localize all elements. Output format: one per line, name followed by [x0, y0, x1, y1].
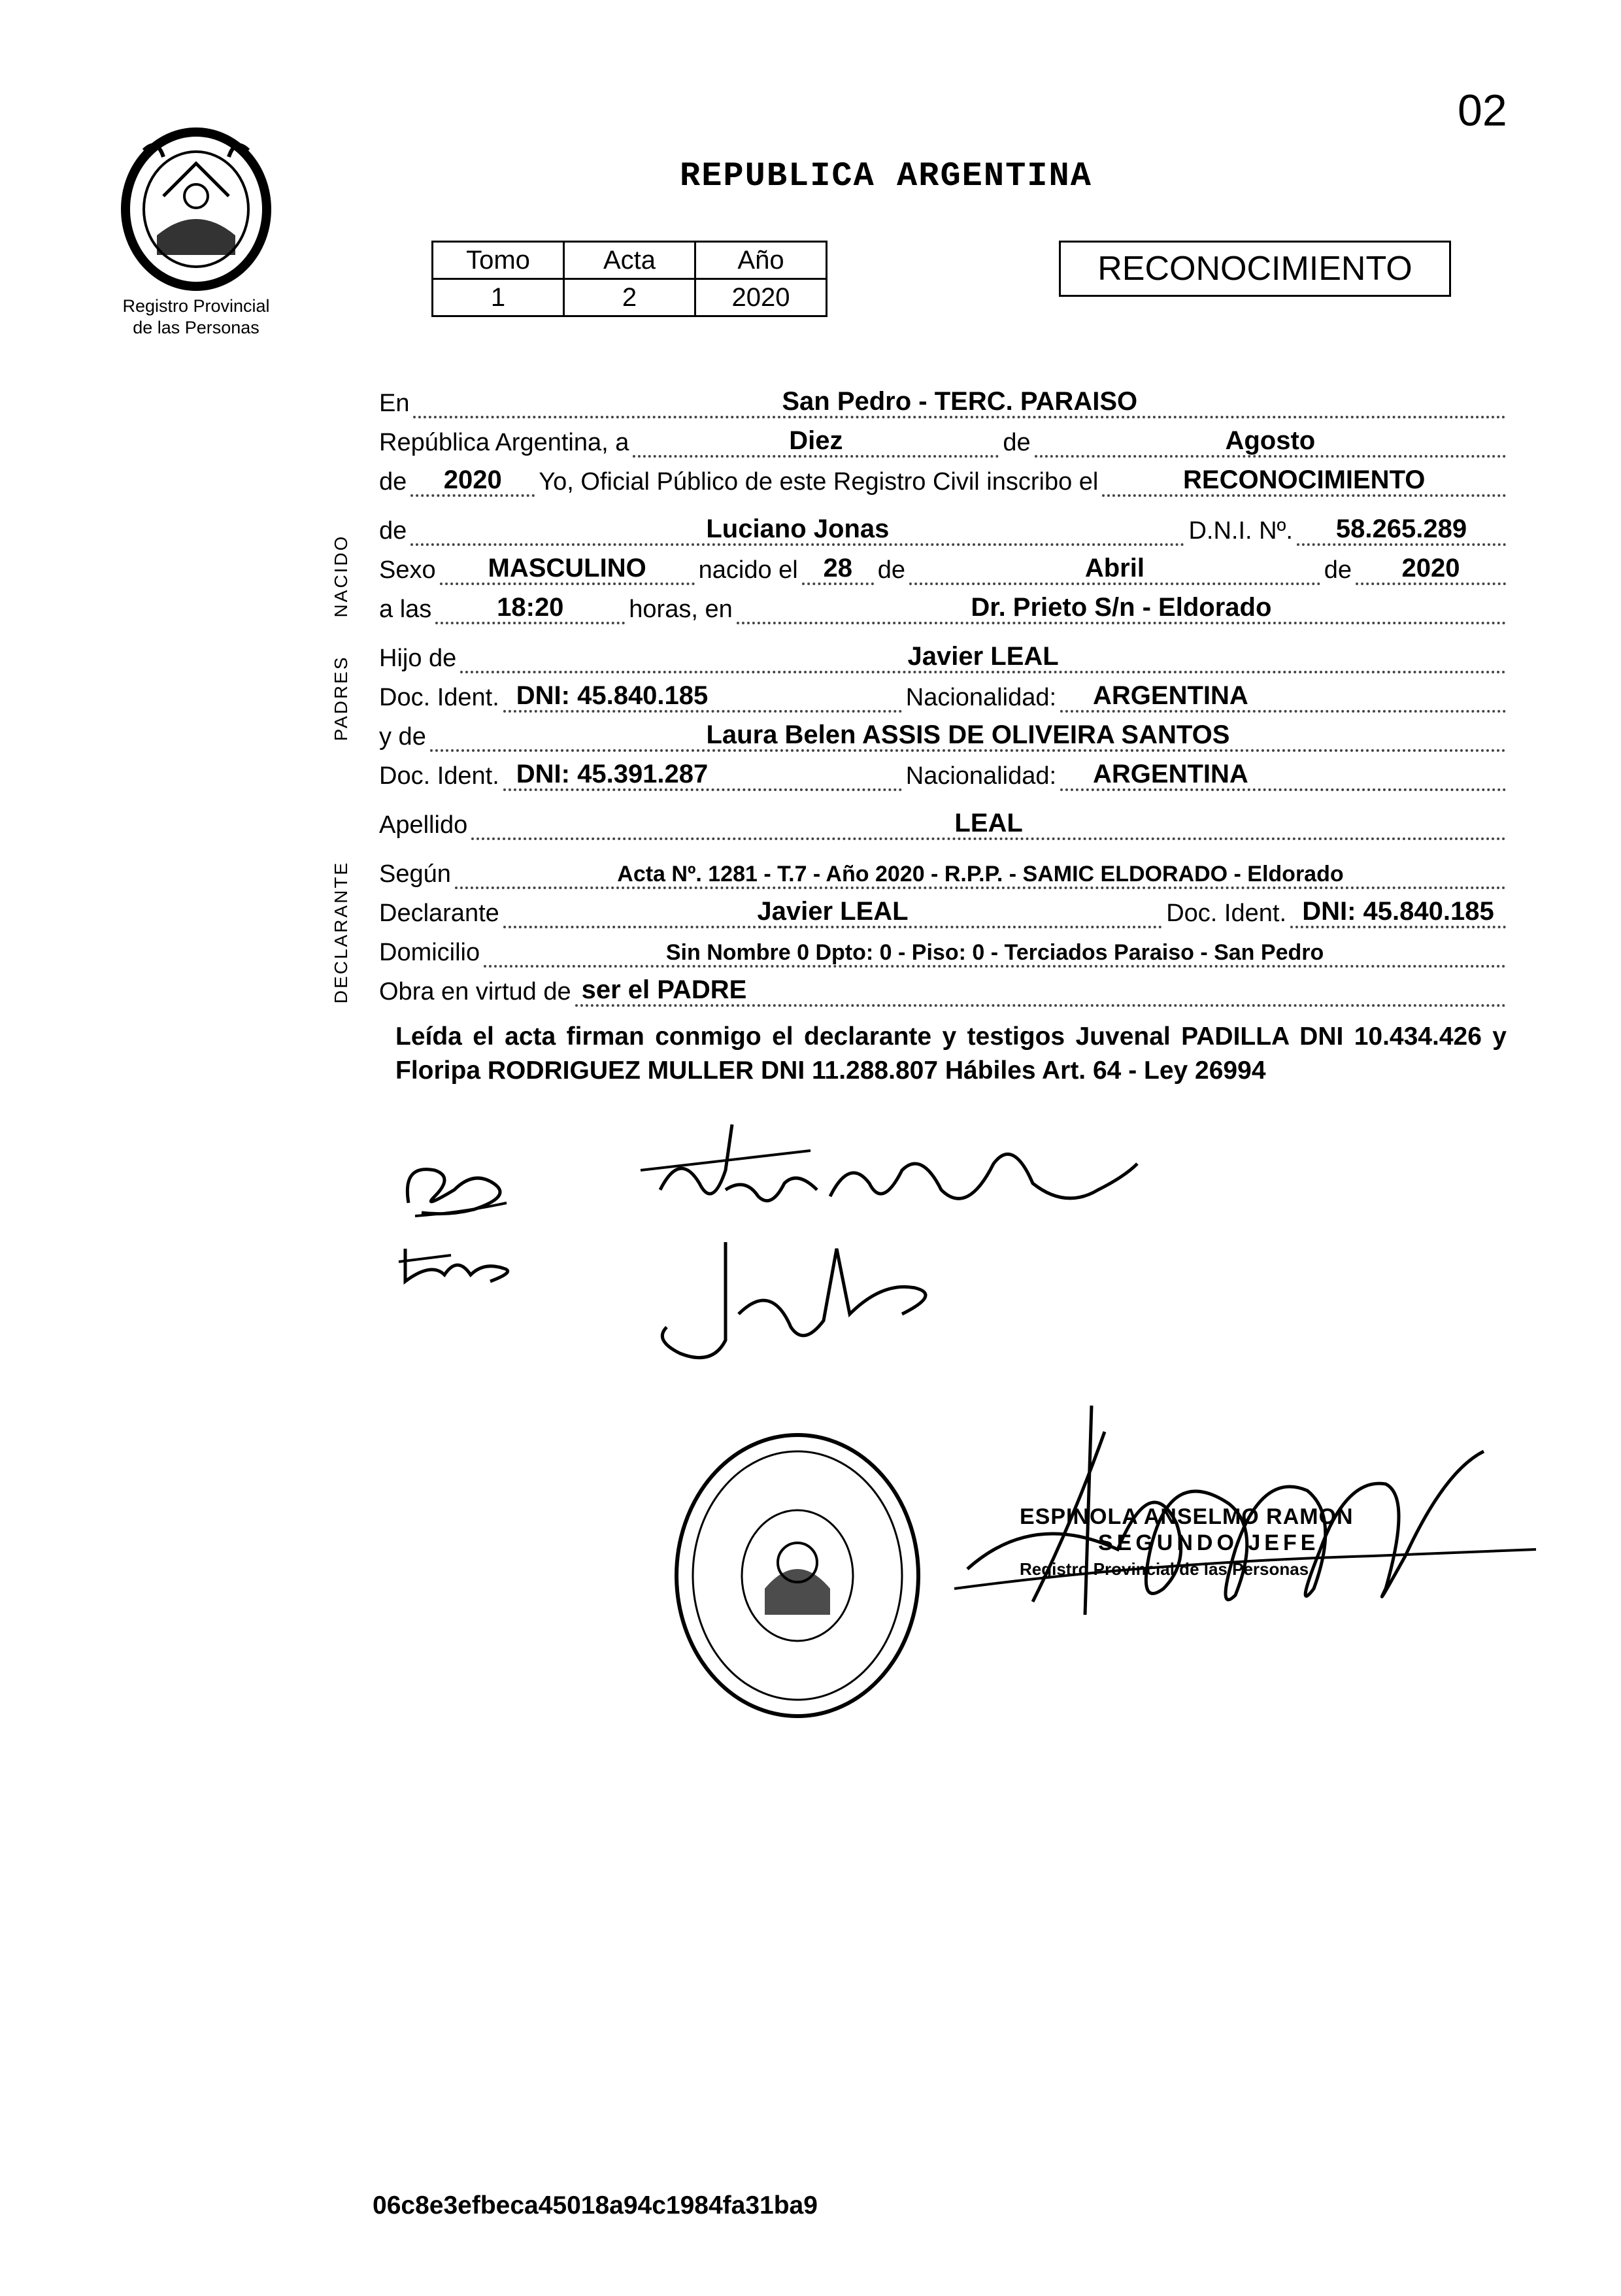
closing-statement: Leída el acta firman conmigo el declarante y testigos Juvenal PADILLA DNI 10.434.426 y Floripa RODRIGUEZ MULLER DNI 11.288.807 Hábiles Art. 64 - Ley 26994 [395, 1022, 1507, 1085]
value-doc-declarante: DNI: 45.840.185 [1302, 897, 1494, 926]
declarant-signature-icon [641, 1229, 967, 1373]
value-domicilio: Sin Nombre 0 Dpto: 0 - Piso: 0 - Terciados Paraiso - San Pedro [665, 940, 1324, 965]
label-declarante: Declarante [379, 900, 499, 927]
label-obra: Obra en virtud de [379, 978, 571, 1005]
field-anio [410, 456, 535, 497]
value-segun: Acta Nº. 1281 - T.7 - Año 2020 - R.P.P. - SAMIC ELDORADO - Eldorado [617, 862, 1344, 886]
row-declarante [379, 889, 1510, 928]
record-table-value-anio: 2020 [695, 279, 827, 316]
section-label-padres: PADRES [331, 655, 351, 741]
label-doc-ident-1: Doc. Ident. [379, 684, 499, 711]
field-acto [1102, 456, 1506, 497]
value-declarante: Javier LEAL [757, 897, 909, 926]
label-horas-en: horas, en [629, 596, 733, 623]
label-nacido-el: nacido el [698, 556, 798, 584]
label-a-las: a las [379, 596, 432, 623]
act-type-box: RECONOCIMIENTO [1059, 241, 1451, 297]
row-apellido [379, 801, 1510, 840]
official-office: Registro Provincial de las Personas [1020, 1559, 1309, 1579]
value-sexo: MASCULINO [488, 554, 646, 582]
registry-name-line1: Registro Provincial [122, 296, 270, 316]
label-nacionalidad-2: Nacionalidad: [905, 762, 1057, 790]
field-mes [1035, 417, 1506, 458]
row-hora [379, 585, 1510, 624]
field-dni [1297, 505, 1506, 546]
value-apellido: LEAL [954, 809, 1023, 837]
registry-name [98, 295, 294, 339]
value-mes: Agosto [1225, 426, 1316, 455]
record-table-value-row [433, 279, 827, 316]
field-doc-padre [503, 672, 902, 713]
section-label-nacido: NACIDO [331, 534, 351, 618]
label-y-de: y de [379, 723, 426, 751]
label-doc-ident-2: Doc. Ident. [379, 762, 499, 790]
label-de-mes: de [1003, 429, 1031, 456]
field-nacionalidad-padre [1060, 672, 1506, 713]
official-name: ESPINOLA ANSELMO RAMON [1020, 1504, 1354, 1529]
field-anio-nac [1356, 545, 1506, 585]
value-nacionalidad-madre: ARGENTINA [1093, 760, 1248, 788]
row-republica [379, 418, 1510, 458]
field-segun [455, 849, 1506, 889]
label-segun: Según [379, 860, 451, 888]
value-nombre: Luciano Jonas [706, 515, 890, 543]
label-domicilio: Domicilio [379, 939, 480, 966]
provincial-seal-icon [118, 124, 275, 294]
field-madre [430, 711, 1506, 752]
label-de-nombre: de [379, 517, 407, 545]
value-acto: RECONOCIMIENTO [1183, 465, 1426, 494]
field-doc-declarante [1290, 888, 1506, 928]
row-doc-padre [379, 673, 1510, 713]
row-segun [379, 850, 1510, 889]
label-republica: República Argentina, a [379, 429, 629, 456]
label-en: En [379, 390, 410, 417]
delegation-stamp-icon [667, 1425, 928, 1726]
record-table [431, 241, 827, 317]
field-mes-nac [909, 545, 1320, 585]
field-lugar-nac [737, 584, 1506, 624]
record-table-header-tomo: Tomo [433, 242, 564, 279]
field-en [413, 378, 1506, 418]
row-hijo-de [379, 634, 1510, 673]
label-nacionalidad-1: Nacionalidad: [905, 684, 1057, 711]
value-madre: Laura Belen ASSIS DE OLIVEIRA SANTOS [706, 720, 1230, 749]
field-hora [435, 584, 625, 624]
field-doc-madre [503, 751, 902, 791]
field-obra [575, 966, 1506, 1007]
record-table-header-acta: Acta [564, 242, 695, 279]
field-dia [633, 417, 999, 458]
value-dia: Diez [789, 426, 843, 455]
row-anio [379, 458, 1510, 497]
record-table-value-tomo: 1 [433, 279, 564, 316]
value-nacionalidad-padre: ARGENTINA [1093, 681, 1248, 710]
official-role: SEGUNDO JEFE [1098, 1530, 1320, 1555]
value-doc-padre: DNI: 45.840.185 [516, 681, 709, 710]
page-number: 02 [1458, 86, 1507, 135]
row-doc-madre [379, 752, 1510, 791]
value-lugar-nac: Dr. Prieto S/n - Eldorado [971, 593, 1272, 622]
field-nombre [410, 505, 1184, 546]
value-doc-madre: DNI: 45.391.287 [516, 760, 709, 788]
witness-signature-1-icon [395, 1151, 526, 1223]
label-yo-oficial: Yo, Oficial Público de este Registro Civil inscribo el [539, 468, 1099, 496]
label-doc-ident-3: Doc. Ident. [1166, 900, 1286, 927]
value-dni: 58.265.289 [1335, 515, 1467, 543]
section-label-declarante: DECLARANTE [331, 860, 351, 1004]
value-mes-nac: Abril [1084, 554, 1145, 582]
document-title: REPUBLICA ARGENTINA [680, 157, 1092, 195]
record-table-header-row [433, 242, 827, 279]
field-nacionalidad-madre [1060, 751, 1506, 791]
value-dia-nac: 28 [823, 554, 852, 582]
field-sexo [440, 545, 695, 585]
document-hash: 06c8e3efbeca45018a94c1984fa31ba9 [373, 2191, 818, 2220]
label-de-mes-nac: de [877, 556, 906, 584]
field-apellido [471, 800, 1506, 840]
registry-name-line2: de las Personas [133, 318, 259, 337]
officer-signature-icon [641, 1111, 1150, 1242]
row-domicilio [379, 928, 1510, 968]
row-obra [379, 968, 1510, 1007]
value-hora: 18:20 [497, 593, 564, 622]
label-apellido: Apellido [379, 811, 468, 839]
row-en [379, 379, 1510, 418]
field-declarante [503, 888, 1162, 928]
value-anio: 2020 [443, 465, 502, 494]
field-padre [460, 633, 1506, 673]
record-table-value-acta: 2 [564, 279, 695, 316]
row-y-de [379, 713, 1510, 752]
value-obra: ser el PADRE [581, 975, 747, 1004]
label-de-anio-nac: de [1324, 556, 1352, 584]
field-dia-nac [802, 545, 874, 585]
value-en: San Pedro - TERC. PARAISO [782, 387, 1138, 416]
field-domicilio [484, 927, 1506, 968]
value-padre: Javier LEAL [907, 642, 1059, 671]
official-signature-icon [954, 1393, 1543, 1628]
label-de-anio: de [379, 468, 407, 496]
record-table-header-anio: Año [695, 242, 827, 279]
label-hijo-de: Hijo de [379, 645, 457, 672]
label-dni: D.N.I. Nº. [1188, 517, 1293, 545]
witness-signature-2-icon [392, 1236, 523, 1294]
row-nombre [379, 507, 1510, 546]
value-anio-nac: 2020 [1401, 554, 1460, 582]
label-sexo: Sexo [379, 556, 436, 584]
row-sexo [379, 546, 1510, 585]
